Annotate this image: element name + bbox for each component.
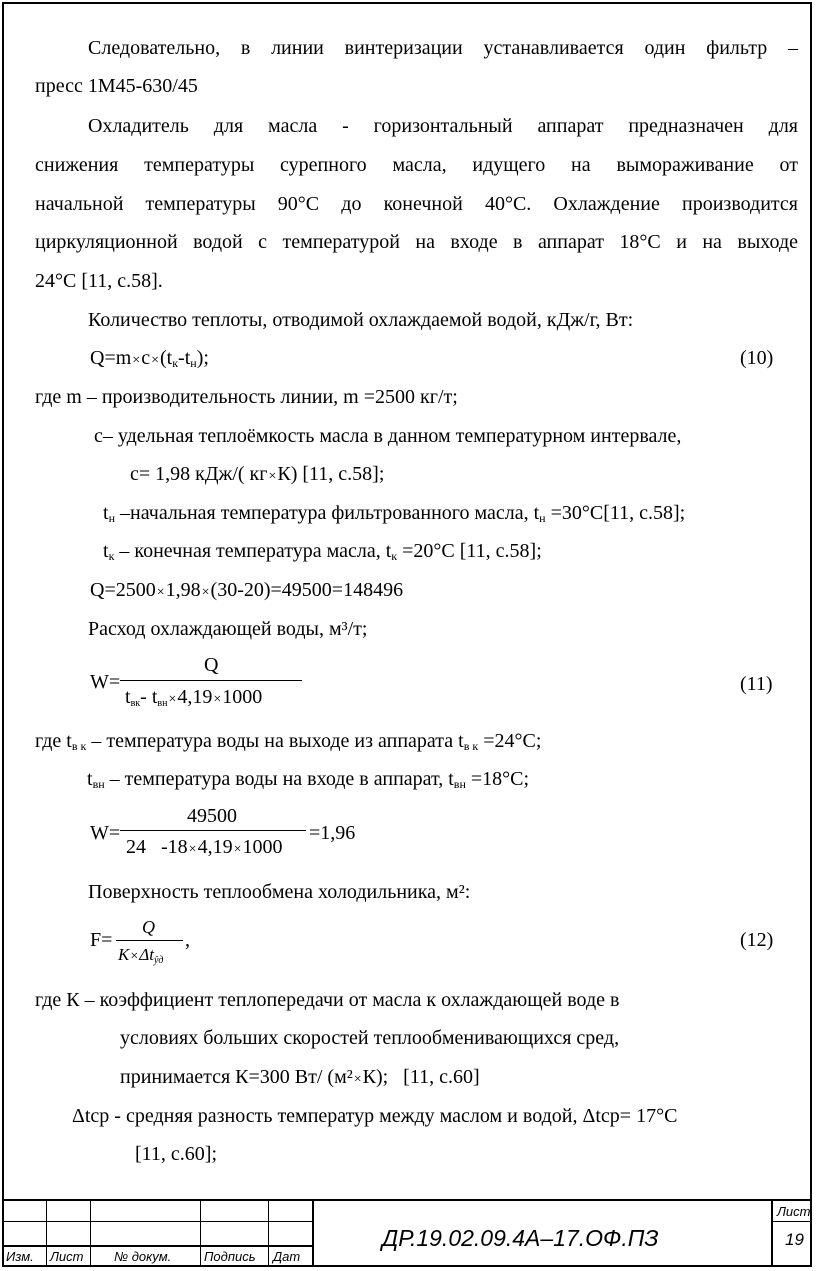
text-line: $t_н$ –начальная температура фильтрованного масла, $t_н =30^\circ С[11$, с.58]; xyxy=(103,502,686,525)
text-line: Охладитель для масла - горизонтальный аппарат предназначен для xyxy=(88,115,798,137)
stamp-row-line xyxy=(2,1245,312,1247)
equation-number: (12) xyxy=(740,929,774,951)
w-calc-denominator: 24 -18×4,19×1000 xyxy=(126,836,283,858)
text-line: пресс 1М45-630/45 xyxy=(35,75,198,97)
text-line: с– удельная теплоёмкость масла в данном температурном интервале, xyxy=(94,425,682,447)
formula-12-comma: , xyxy=(185,929,190,951)
text-line: Количество теплоты, отводимой охлаждаемой водой, кДж/г, Вт: xyxy=(88,309,634,331)
document-id: ДР.19.02.09.4А–17.ОФ.ПЗ xyxy=(382,1225,659,1251)
formula-11-lhs: W= xyxy=(90,671,121,693)
w-calc-numerator: 49500 xyxy=(187,805,237,827)
fraction-bar xyxy=(120,680,302,681)
formula-12-denominator: $K\times\Delta t_{ŷд}$ xyxy=(118,945,164,966)
stamp-sheet-number: 19 xyxy=(785,1230,804,1249)
text-line: $t_{вн}$ – температура воды на входе в аппарат, $t_{вн} =18^\circ С$; xyxy=(87,768,530,791)
fraction-bar xyxy=(116,940,183,941)
formula-12-numerator: Q xyxy=(142,917,155,937)
formula-12-lhs: F= xyxy=(90,929,113,951)
text-line: где К – коэффициент теплопередачи от масла к охлаждающей воде в xyxy=(35,989,620,1011)
fraction-bar xyxy=(120,830,306,831)
calc-q: Q=2500×1,98×(30-20)=49500=148496 xyxy=(90,579,404,601)
text-line: с= 1,98 кДж/( кг×К) [11, с.58]; xyxy=(130,463,385,485)
formula-11-denominator: $t_{вк}-$ $t_{вн}\times 4,19\times 1000$ xyxy=(125,686,263,709)
text-line: 24°С [11, с.58]. xyxy=(35,270,163,292)
title-block xyxy=(0,1199,816,1269)
w-calc-result: =1,96 xyxy=(309,822,356,844)
stamp-border-top xyxy=(2,1199,812,1201)
stamp-label-izm: Изм. xyxy=(6,1249,34,1264)
text-line: Δtср - средняя разность температур между маслом и водой, Δtср= 17°С xyxy=(72,1105,678,1127)
text-line: Следовательно, в линии винтеризации устанавливается один фильтр – xyxy=(88,37,798,59)
equation-number: (11) xyxy=(740,673,773,695)
text-line: начальной температуры 90°С до конечной 40°С. Охлаждение производится xyxy=(35,193,798,215)
stamp-col-line xyxy=(90,1199,91,1267)
text-line: Расход охлаждающей воды, м³/т; xyxy=(88,618,368,640)
stamp-col-line xyxy=(771,1199,773,1267)
stamp-row-line xyxy=(2,1221,312,1222)
text-line: принимается К=300 Вт/ (м²×К); [11, с.60] xyxy=(120,1066,480,1088)
stamp-row-line xyxy=(772,1221,812,1222)
text-line: [11, с.60]; xyxy=(135,1143,218,1165)
text-line: циркуляционной водой с температурой на входе в аппарат 18°С и на выходе xyxy=(35,231,798,253)
formula-11-numerator: Q xyxy=(204,654,219,676)
text-line: $t_к$ – конечная температура масла, $t_к =20^\circ С$ [11, с.58]; xyxy=(103,540,542,563)
stamp-col-line xyxy=(268,1199,269,1267)
text-line: снижения температуры сурепного масла, идущего на вымораживание от xyxy=(35,154,798,176)
stamp-label-podpis: Подпись xyxy=(204,1249,256,1264)
w-calc-lhs: W= xyxy=(90,822,121,844)
text-line: где $t_{в к}$ – температура воды на выходе из аппарата $t_{в к} =24^\circ С$; xyxy=(35,730,542,753)
text-line: условиях больших скоростей теплообменивающихся сред, xyxy=(120,1027,620,1049)
stamp-label-doc-no: № докум. xyxy=(114,1249,172,1264)
stamp-col-line xyxy=(312,1199,314,1267)
formula-10: $Q=m\times c\times(t_к-t_н)$; xyxy=(90,347,209,370)
stamp-label-date: Дат xyxy=(273,1249,301,1264)
stamp-sheet-label: Лист xyxy=(777,1204,811,1219)
text-line: где m – производительность линии, m =2500 кг/т; xyxy=(35,386,458,408)
text-line: Поверхность теплообмена холодильника, м²: xyxy=(88,881,471,903)
stamp-col-line xyxy=(46,1199,47,1267)
stamp-label-list: Лист xyxy=(50,1249,84,1264)
stamp-col-line xyxy=(200,1199,201,1267)
equation-number: (10) xyxy=(740,347,774,369)
